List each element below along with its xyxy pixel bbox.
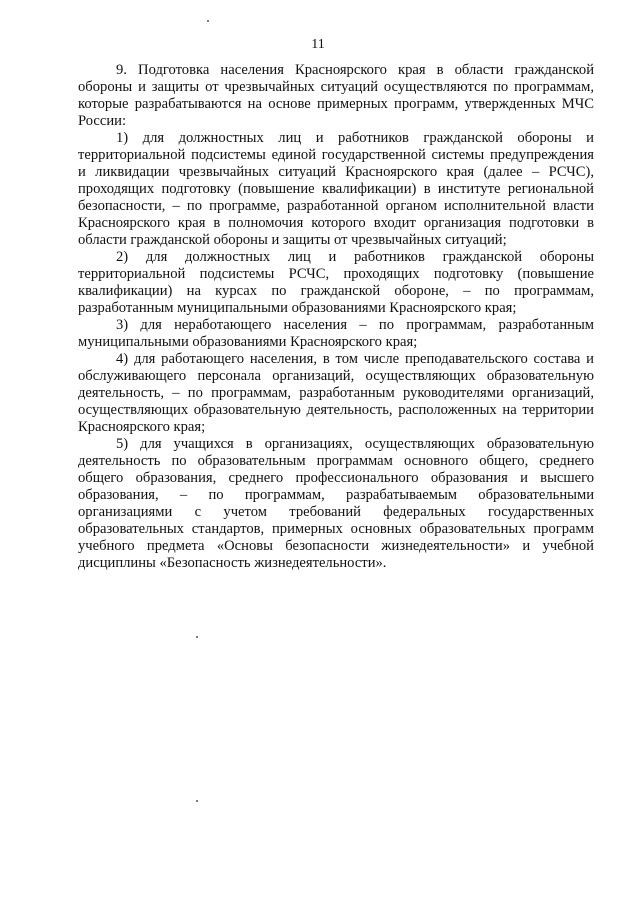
section-9-intro: 9. Подготовка населения Красноярского края в области гражданской обороны и защиты от чрезвычайных ситуаций осуществляются по программам, которые разрабатываются на основе примерных программ, утвержденных МЧС России: [78,62,594,129]
list-item-3: 3) для неработающего населения – по программам, разработанным муниципальными образованиями Красноярского края; [78,317,594,350]
list-item-5: 5) для учащихся в организациях, осуществляющих образовательную деятельность по образовательным программам основного общего, среднего общего образования, среднего профессионального образования и высшего образования, – по программам, разрабатываемым образовательными организациями с учетом требований федеральных государственных образовательных стандартов, примерных основных образовательных программ учебного предмета «Основы безопасности жизнедеятельности» и учебной дисциплины «Безопасность жизнедеятельности». [78,436,594,571]
page-number: 11 [311,37,325,52]
scan-speck [207,20,209,22]
document-body [78,62,594,572]
scan-speck [196,636,198,638]
list-item-2: 2) для должностных лиц и работников гражданской обороны территориальной подсистемы РСЧС, проходящих подготовку (повышение квалификации) на курсах по гражданской обороне, – по программам, разработанным муниципальными образованиями Красноярского края; [78,249,594,316]
list-item-1: 1) для должностных лиц и работников гражданской обороны и территориальной подсистемы единой государственной системы предупреждения и ликвидации чрезвычайных ситуаций Красноярского края (далее – РСЧС), проходящих подготовку (повышение квалификации) в институте региональной безопасности, – по программе, разработанной органом исполнительной власти Красноярского края в полномочия которого входит организация подготовки в области гражданской обороны и защиты от чрезвычайных ситуаций; [78,130,594,248]
list-item-4: 4) для работающего населения, в том числе преподавательского состава и обслуживающего персонала организаций, осуществляющих образовательную деятельность, – по программам, разработанным руководителями организаций, осуществляющих образовательную деятельность, расположенных на территории Красноярского края; [78,351,594,435]
scan-speck [196,800,198,802]
